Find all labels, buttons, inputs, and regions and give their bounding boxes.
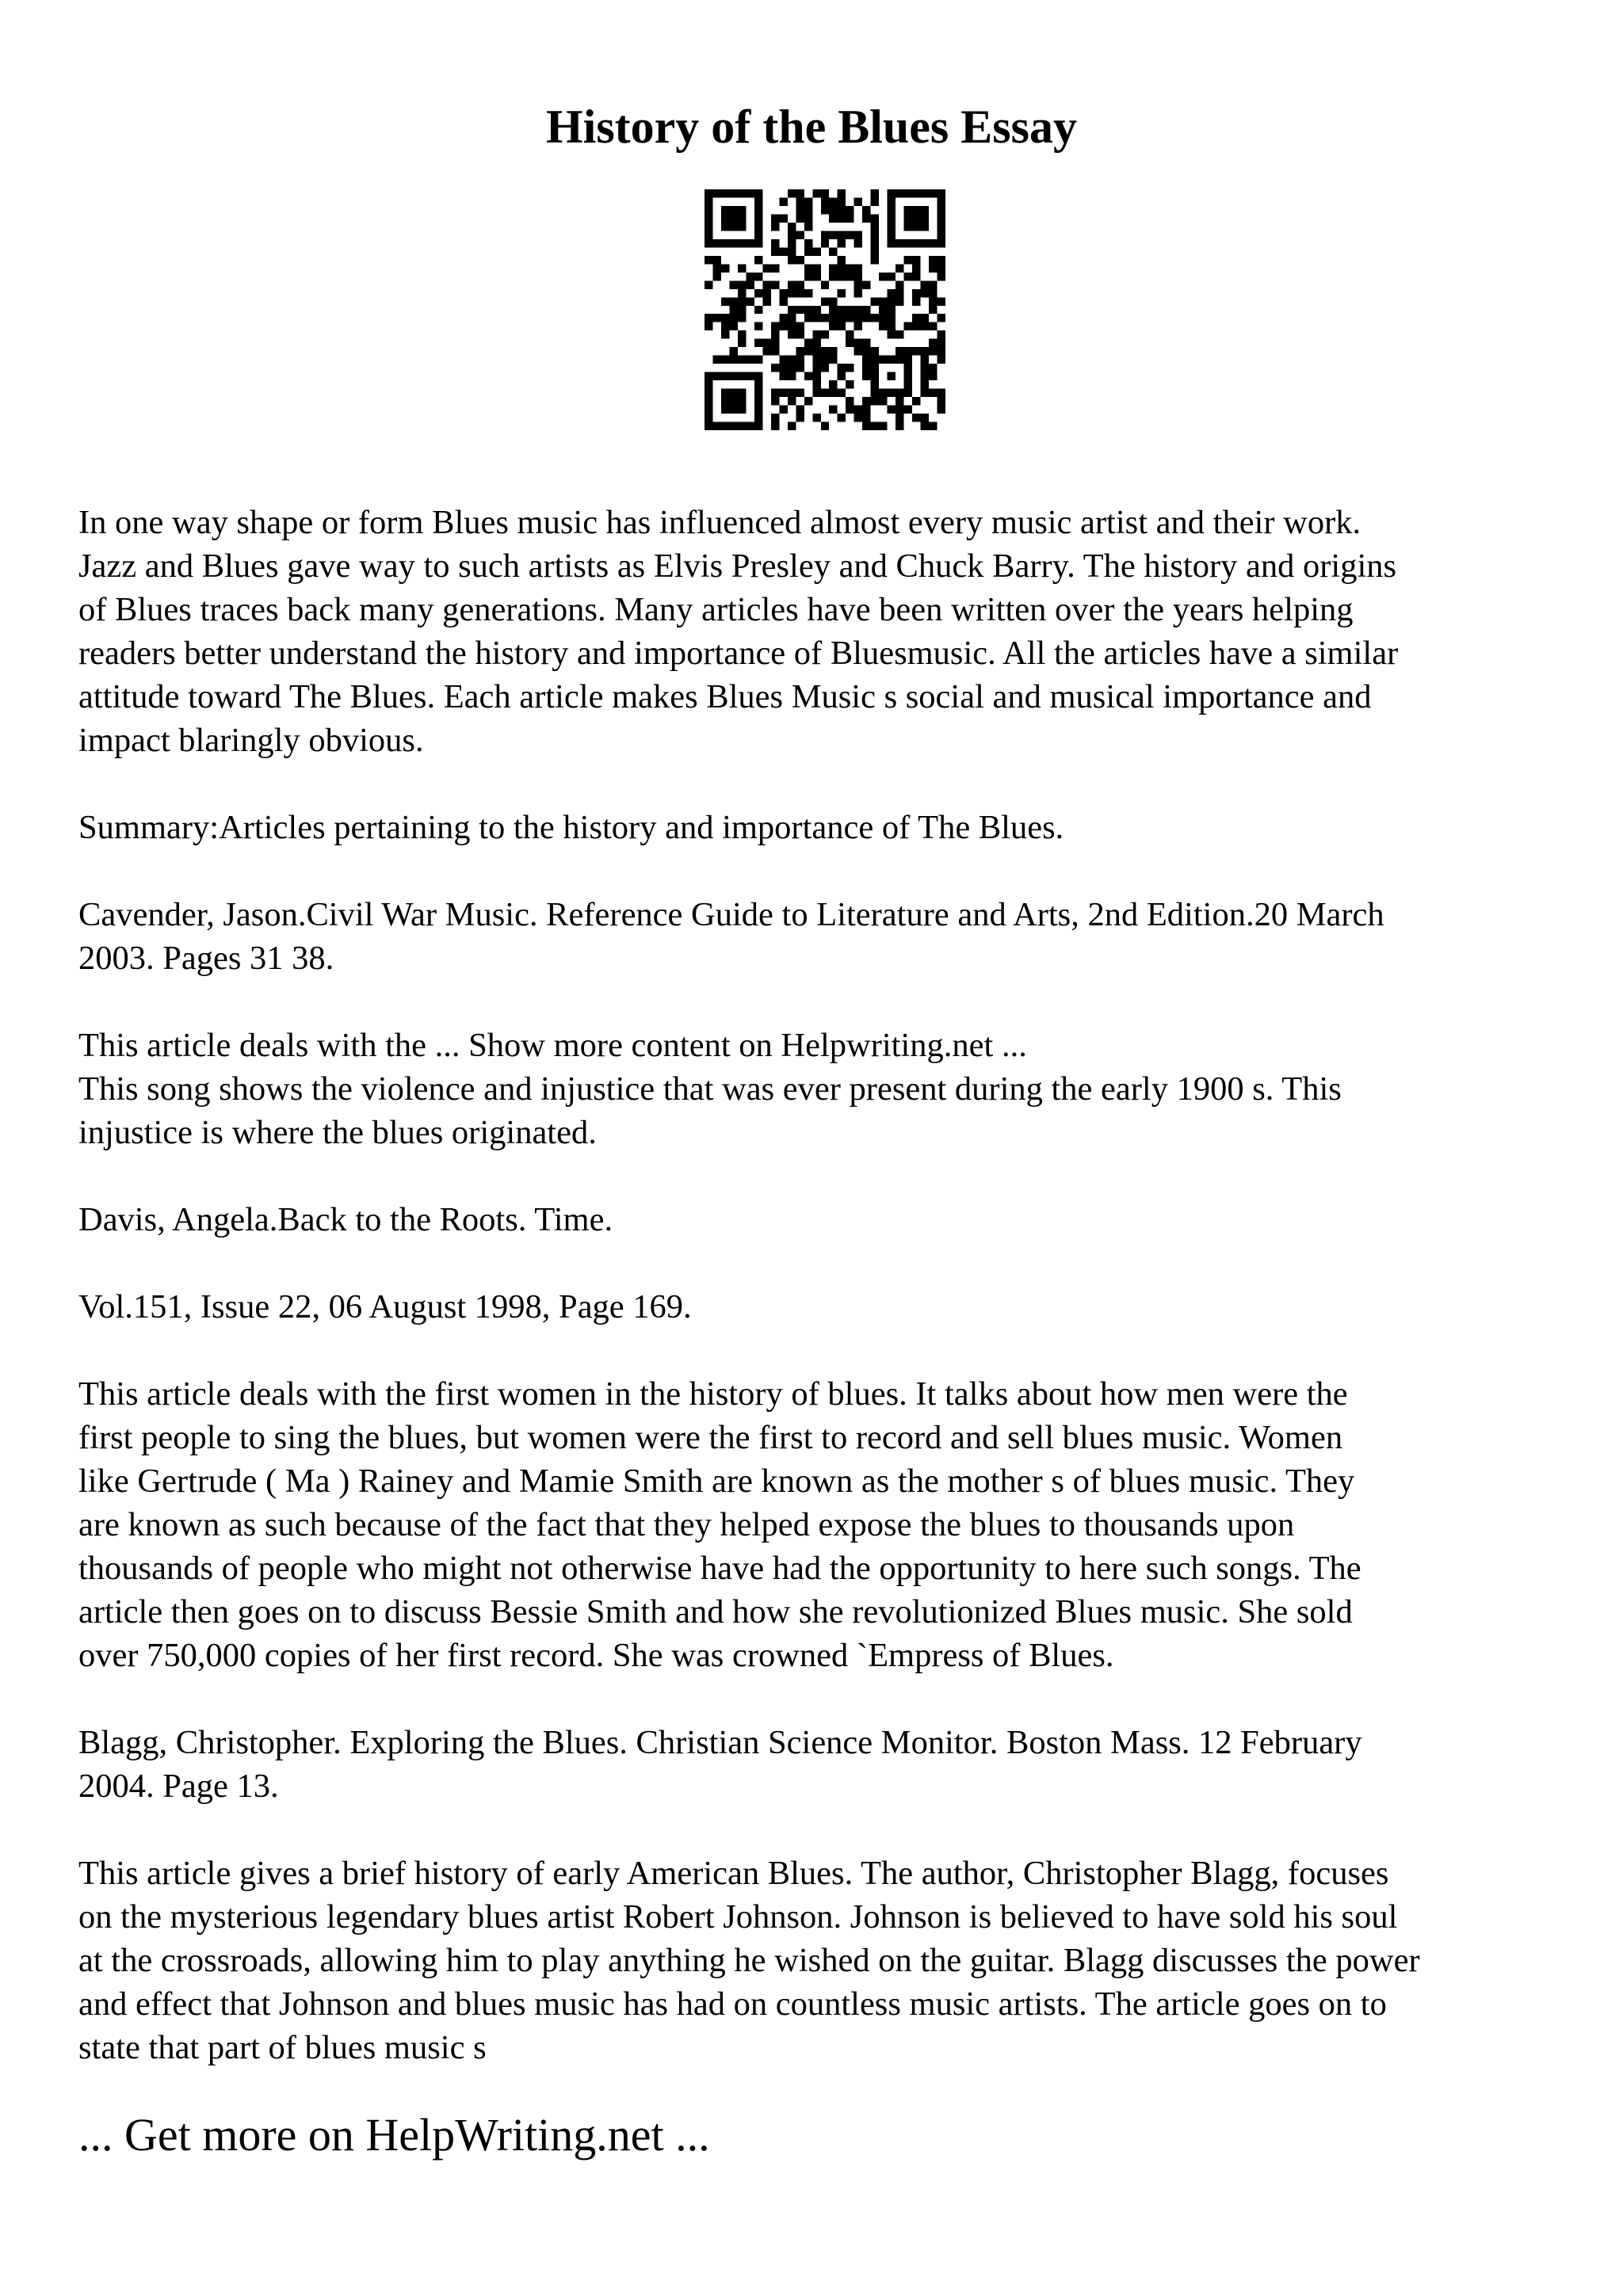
paragraph-citation-blagg [78, 1721, 1568, 1808]
text-line: at the crossroads, allowing him to play anything he wished on the guitar. Blagg discusses the power [78, 1942, 1420, 1979]
text-line: on the mysterious legendary blues artist Robert Johnson. Johnson is believed to have sold his soul [78, 1898, 1398, 1936]
text-line: of Blues traces back many generations. Many articles have been written over the years helping [78, 591, 1354, 628]
text-line: like Gertrude ( Ma ) Rainey and Mamie Smith are known as the mother s of blues music. They [78, 1463, 1355, 1500]
qr-code-icon [705, 189, 945, 430]
text-line: state that part of blues music s [78, 2029, 487, 2066]
text-line: article then goes on to discuss Bessie Smith and how she revolutionized Blues music. She sold [78, 1593, 1353, 1630]
text-line: In one way shape or form Blues music has influenced almost every music artist and their work. [78, 504, 1361, 541]
paragraph-cavender-discussion [78, 1024, 1568, 1154]
text-line: Jazz and Blues gave way to such artists as Elvis Presley and Chuck Barry. The history and origins [78, 547, 1397, 585]
text-line: Vol.151, Issue 22, 06 August 1998, Page 169. [78, 1288, 692, 1325]
text-line: and effect that Johnson and blues music has had on countless music artists. The article goes on to [78, 1985, 1387, 2023]
essay-body [78, 501, 1568, 2113]
text-line: are known as such because of the fact that they helped expose the blues to thousands upon [78, 1506, 1295, 1543]
page-title: History of the Blues Essay [545, 101, 1078, 153]
paragraph-intro [78, 501, 1568, 762]
text-line: This song shows the violence and injustice that was ever present during the early 1900 s. This [78, 1070, 1342, 1108]
text-line: This article deals with the first women in the history of blues. It talks about how men were the [78, 1375, 1348, 1413]
text-line: Cavender, Jason.Civil War Music. Reference Guide to Literature and Arts, 2nd Edition.20 March [78, 896, 1384, 933]
text-line: 2003. Pages 31 38. [78, 940, 334, 977]
text-line: Blagg, Christopher. Exploring the Blues. Christian Science Monitor. Boston Mass. 12 February [78, 1724, 1362, 1761]
text-line: attitude toward The Blues. Each article makes Blues Music s social and musical importance and [78, 678, 1372, 715]
text-line: over 750,000 copies of her first record. She was crowned `Empress of Blues. [78, 1637, 1114, 1674]
text-line: first people to sing the blues, but women were the first to record and sell blues music. Women [78, 1419, 1343, 1456]
paragraph-summary [78, 806, 1568, 849]
text-line: 2004. Page 13. [78, 1768, 279, 1805]
paragraph-davis-discussion [78, 1372, 1568, 1677]
text-line: readers better understand the history and importance of Bluesmusic. All the articles have a similar [78, 635, 1399, 672]
text-line: This article deals with the ... Show more content on Helpwriting.net ... [78, 1027, 1027, 1064]
paragraph-blagg-discussion [78, 1852, 1568, 2069]
paragraph-citation-davis [78, 1198, 1568, 1241]
text-line: This article gives a brief history of early American Blues. The author, Christopher Blagg, focuses [78, 1855, 1389, 1892]
text-line: Summary:Articles pertaining to the history and importance of The Blues. [78, 809, 1064, 846]
text-line: impact blaringly obvious. [78, 722, 424, 759]
text-line: thousands of people who might not otherwise have had the opportunity to here such songs. The [78, 1550, 1361, 1587]
paragraph-citation-cavender [78, 893, 1568, 980]
text-line: Davis, Angela.Back to the Roots. Time. [78, 1201, 613, 1238]
paragraph-citation-davis-volume [78, 1285, 1568, 1329]
get-more-link[interactable]: ... Get more on HelpWriting.net ... [78, 2109, 710, 2161]
text-line: injustice is where the blues originated. [78, 1114, 597, 1151]
